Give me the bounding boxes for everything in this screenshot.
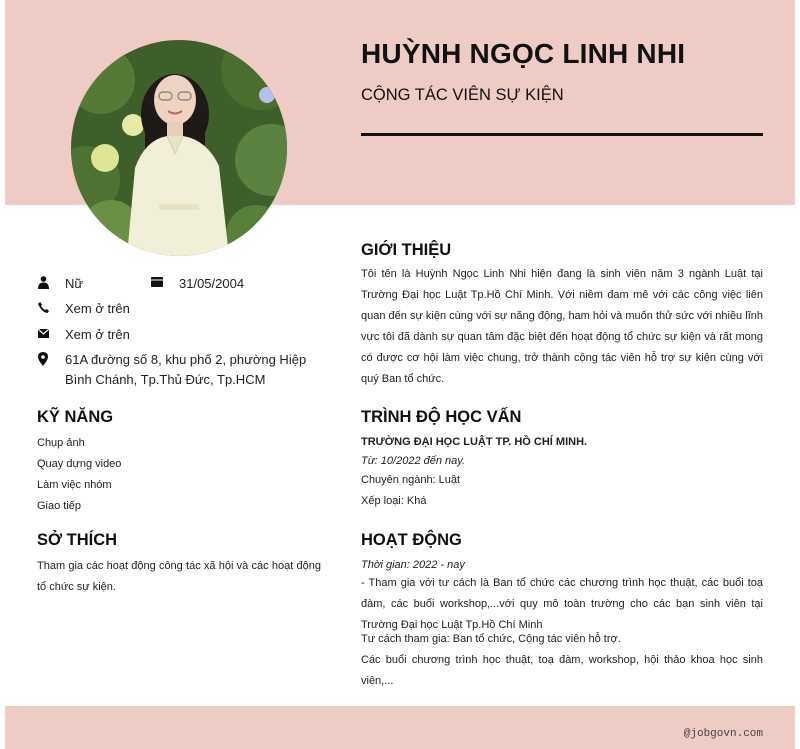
education-heading: TRÌNH ĐỘ HỌC VẤN xyxy=(361,408,522,426)
phone-row xyxy=(37,299,130,316)
hobbies-text: Tham gia các hoạt động công tác xã hội và các hoạt động tổ chức sự kiện. xyxy=(37,560,321,593)
hobbies-heading: SỞ THÍCH xyxy=(37,531,118,549)
about-heading: GIỚI THIỆU xyxy=(361,241,452,259)
activities-events: Các buổi chương trình học thuật, toạ đàm, workshop, hội thảo khoa học sinh viên,... xyxy=(361,654,763,687)
activities-period: Thời gian: 2022 - nay xyxy=(361,559,465,571)
cv-page xyxy=(5,0,795,749)
footer-band xyxy=(5,706,795,749)
gender-row xyxy=(37,274,84,291)
skill-item: Quay dựng video xyxy=(37,458,122,470)
location-icon xyxy=(37,352,49,366)
footer-handle: @jobgovn.com xyxy=(683,728,763,740)
skill-item: Làm việc nhóm xyxy=(37,479,112,491)
job-title: CỘNG TÁC VIÊN SỰ KIỆN xyxy=(361,86,564,104)
profile-photo xyxy=(71,40,287,256)
address-row xyxy=(37,351,307,387)
address-line-2: Bình Chánh, Tp.Thủ Đức, Tp.HCM xyxy=(65,372,266,387)
person-icon xyxy=(37,275,49,289)
about-text: Tôi tên là Huỳnh Ngọc Linh Nhi hiện đang là sinh viên năm 3 ngành Luật tại Trường Đại học Luật Tp.Hồ Chí Minh. Với niềm đam mê với các công việc liên quan đến sự kiện cùng với sự năng động, ham hỏi và muốn thử sức với nhiều lĩnh vực tôi đã dành sự quan tâm đặc biệt đến hoạt động tổ chức sự kiện và rất mong có được cơ hội làm việc chung, trở thành cộng tác viên hỗ trợ sự kiện cùng với quý Ban tổ chức. xyxy=(361,268,763,385)
candidate-name: HUỲNH NGỌC LINH NHI xyxy=(361,38,686,69)
education-rank: Xếp loại: Khá xyxy=(361,495,427,507)
email-row xyxy=(37,325,130,342)
phone-icon xyxy=(37,300,49,314)
email-text: Xem ở trên xyxy=(65,327,130,342)
phone-text: Xem ở trên xyxy=(65,301,130,316)
school-name: TRƯỜNG ĐẠI HỌC LUẬT TP. HỒ CHÍ MINH. xyxy=(361,436,588,448)
skill-item: Chụp ảnh xyxy=(37,437,85,449)
title-divider xyxy=(361,133,763,136)
calendar-icon xyxy=(151,275,163,289)
birthdate-row xyxy=(151,274,245,291)
activities-role: Tư cách tham gia: Ban tổ chức, Cộng tác viên hỗ trợ. xyxy=(361,633,621,645)
skills-heading: KỸ NĂNG xyxy=(37,408,114,426)
education-period: Từ: 10/2022 đến nay. xyxy=(361,455,466,467)
activities-heading: HOẠT ĐỘNG xyxy=(361,531,462,549)
gender-text: Nữ xyxy=(65,276,84,291)
address-line-1: 61A đường số 8, khu phố 2, phường Hiệp xyxy=(65,352,307,367)
skill-item: Giao tiếp xyxy=(37,500,82,512)
address-text xyxy=(65,350,306,390)
birthdate-text: 31/05/2004 xyxy=(179,276,245,291)
education-major: Chuyên ngành: Luật xyxy=(361,474,461,486)
mail-icon xyxy=(37,326,49,340)
activities-description: - Tham gia với tư cách là Ban tổ chức các chương trình học thuật, các buổi toạ đàm, các buổi workshop,...với quy mô toàn trường cho các bạn sinh viên tại Trường Đại học Luật Tp.Hồ Chí Minh xyxy=(361,577,763,631)
